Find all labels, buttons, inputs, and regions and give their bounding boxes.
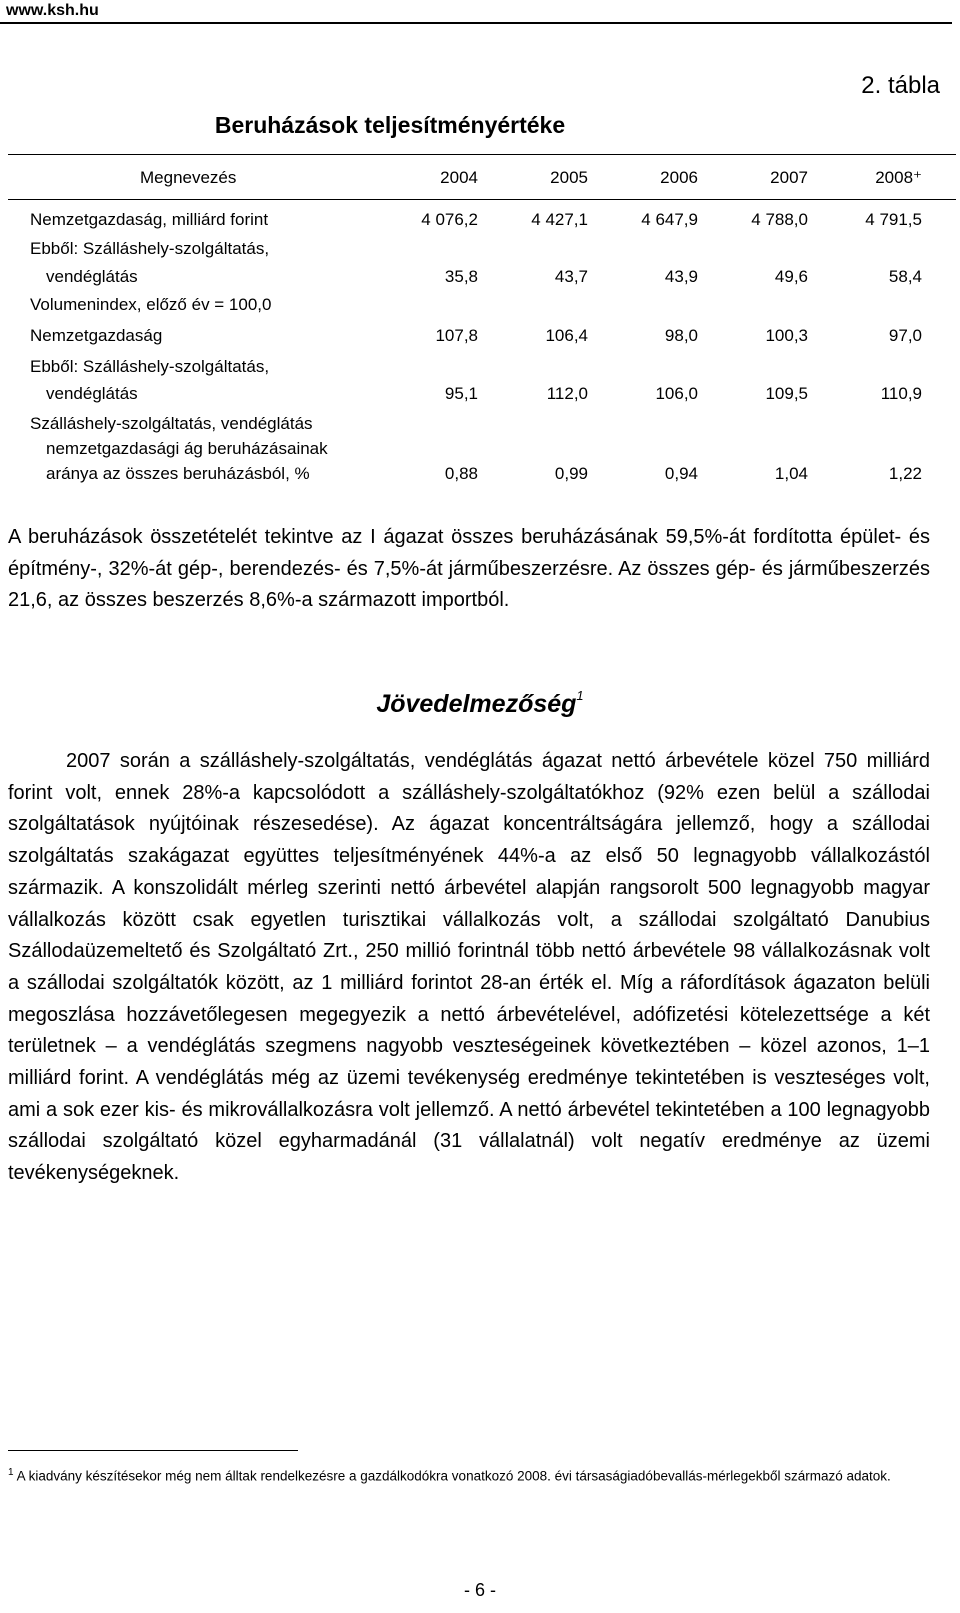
table-cell: 0,88 [444,464,478,483]
page-number: - 6 - [463,1580,496,1600]
footnote-reference[interactable]: 1 [576,688,584,703]
table-cell: 110,9 [880,384,922,403]
row-label-continuation: nemzetgazdasági ág beruházásainak [46,439,328,458]
table-cell: 0,94 [664,464,698,483]
row-label: Nemzetgazdaság [30,326,163,345]
row-label: Ebből: Szálláshely-szolgáltatás, [30,239,270,258]
investment-table [0,0,960,500]
table-cell: 0,99 [554,464,588,483]
row-label: Szálláshely-szolgáltatás, vendéglátás [30,414,313,433]
footnote-text: A kiadvány készítésekor még nem álltak rendelkezésre a gazdálkodókra vonatkozó 2008. évi társaságiadóbevallás-mérlegekből származó adatok. [16,1468,891,1484]
column-header-2006: 2006 [660,168,698,187]
table-cell: 1,04 [774,464,808,483]
table-cell: 106,0 [655,384,698,403]
table-cell: 4 427,1 [531,210,588,229]
row-label-continuation: aránya az összes beruházásból, % [46,464,310,483]
row-label: Ebből: Szálláshely-szolgáltatás, [30,357,270,376]
paragraph-profitability-text: 2007 során a szálláshely-szolgáltatás, vendéglátás ágazat nettó árbevétele közel 750 milliárd forint volt, ennek 28%-a kapcsolódott a szálláshely-szolgáltatókhoz (92% ezen belül a szállodai szolgáltatások nyújtóinak részesedése). Az ágazat koncentráltságára jellemző, hogy a szállodai szolgáltatás szakágazat együttes teljesítményének 44%-a az első 50 legnagyobb vállalkozástól származik. A konszolidált mérleg szerinti nettó árbevétel alapján rangsorolt 500 legnagyobb magyar vállalkozás között csak egyetlen turisztikai vállalkozás volt, a szállodai szolgáltató Danubius Szállodaüzemeltető és Szolgáltató Zrt., 250 millió forintnál több nettó árbevétele 98 vállalkozásnak volt a szállodai szolgáltatók között, az 1 milliárd forintot 28-an érték el. Míg a ráfordítások ágazaton belüli megoszlása hozzávetőlegesen megegyezik a nettó árbevételével, adófizetési kötelezettsége a két területnek – a vendéglátás szegmens nagyobb veszteségeinek következtében – közel azonos, 1–1 milliárd forint. A vendéglátás még az üzemi tevékenység eredménye tekintetében is veszteséges volt, ami a sok ezer kis- és mikrovállalkozásra volt jellemző. A nettó árbevétel tekintetében a 100 legnagyobb szállodai szolgáltató közel egyharmadánál (31 vállalatnál) volt negatív eredménye az üzemi tevékenységeknek. [8,750,930,1185]
table-title: Beruházások teljesítményértéke [214,112,566,138]
column-header-2007: 2007 [770,168,808,187]
row-label: Nemzetgazdaság, milliárd forint [30,210,269,229]
table-cell: 107,8 [435,326,478,345]
site-url-link[interactable]: www.ksh.hu [6,2,99,19]
table-cell: 109,5 [765,384,808,403]
table-cell: 43,7 [554,267,588,286]
table-cell: 35,8 [444,267,478,286]
section-title-text: Jövedelmezőség [376,690,577,718]
column-header-label: Megnevezés [140,168,237,187]
row-label-continuation: vendéglátás [46,267,138,286]
table-cell: 4 788,0 [751,210,808,229]
footnote [8,1462,930,1488]
table-cell: 4 076,2 [421,210,478,229]
column-header-2008: 2008⁺ [875,168,922,187]
footnote-marker: 1 [8,1467,14,1478]
column-header-2005: 2005 [550,168,588,187]
table-cell: 100,3 [765,326,808,345]
table-cell: 49,6 [774,267,808,286]
table-cell: 43,9 [664,267,698,286]
table-number: 2. tábla [861,72,940,99]
section-title [0,688,960,719]
paragraph-profitability [8,746,930,1190]
table-cell: 97,0 [888,326,922,345]
row-label-continuation: vendéglátás [46,384,138,403]
table-cell: 112,0 [546,384,588,403]
table-cell: 58,4 [888,267,922,286]
table-cell: 4 647,9 [641,210,698,229]
table-cell: 106,4 [545,326,588,345]
table-cell: 4 791,5 [865,210,922,229]
table-cell: 98,0 [664,326,698,345]
row-label: Volumenindex, előző év = 100,0 [30,295,272,314]
column-header-2004: 2004 [440,168,478,187]
paragraph-investment-composition: A beruházások összetételét tekintve az I ágazat összes beruházásának 59,5%-át fordította épület- és építmény-, 32%-át gép-, berendezés- és 7,5%-át járműbeszerzésre. Az összes gép- és járműbeszerzés 21,6, az összes beszerzés 8,6%-a származott importból. [8,526,930,612]
footnote-separator [8,1450,298,1451]
table-cell: 1,22 [888,464,922,483]
table-cell: 95,1 [444,384,478,403]
